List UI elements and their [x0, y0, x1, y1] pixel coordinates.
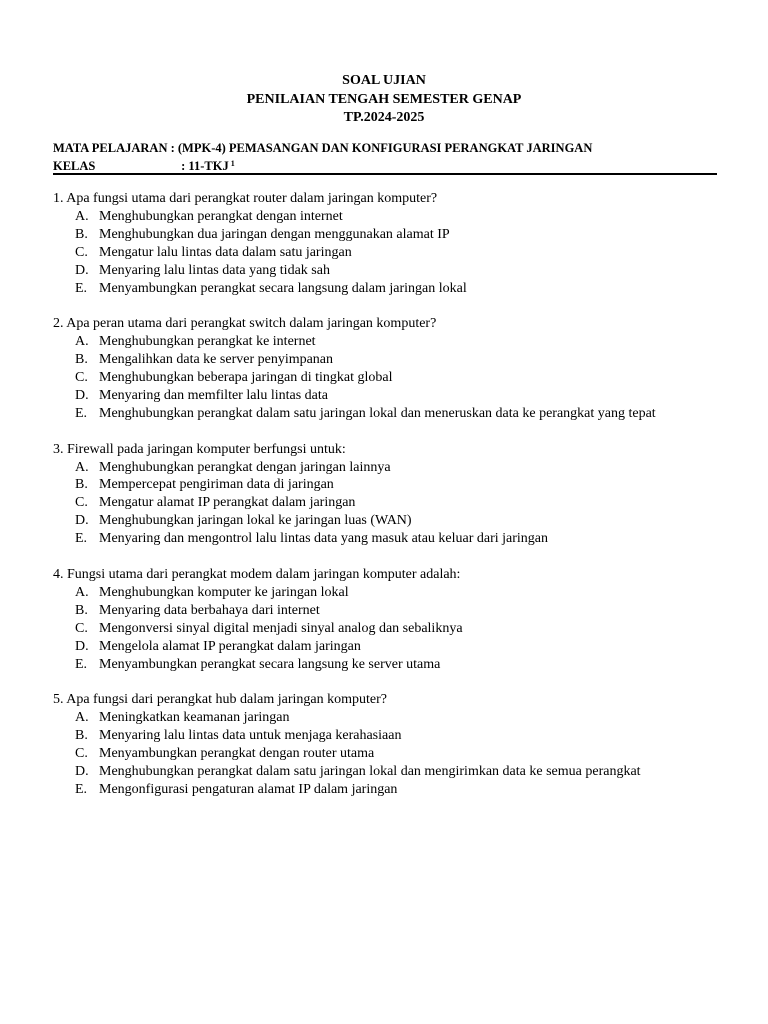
- answer-option: [53, 405, 733, 423]
- option-letter: B.: [75, 728, 88, 744]
- option-letter: C.: [75, 746, 88, 762]
- class-label: KELAS: [53, 159, 96, 173]
- header-title: SOAL UJIAN: [342, 73, 426, 88]
- option-text: Mengonversi sinyal digital menjadi sinyal analog dan sebaliknya: [99, 620, 463, 636]
- option-text: Menghubungkan beberapa jaringan di tingkat global: [99, 370, 393, 386]
- option-letter: A.: [75, 208, 89, 224]
- option-text: Mengalihkan data ke server penyimpanan: [99, 352, 334, 368]
- subject-label: MATA PELAJARAN :: [53, 141, 175, 155]
- option-text: Meningkatkan keamanan jaringan: [99, 710, 290, 726]
- option-letter: A.: [75, 584, 89, 600]
- answer-option: [53, 244, 733, 262]
- answer-option: [53, 745, 733, 763]
- option-text: Menghubungkan dua jaringan dengan menggunakan alamat IP: [99, 226, 450, 242]
- option-letter: C.: [75, 495, 88, 511]
- option-letter: B.: [75, 602, 88, 618]
- option-letter: D.: [75, 387, 89, 403]
- option-text: Menyambungkan perangkat dengan router utama: [99, 746, 375, 762]
- option-text: Menghubungkan komputer ke jaringan lokal: [99, 584, 349, 600]
- question-text: 2. Apa peran utama dari perangkat switch dalam jaringan komputer?: [53, 316, 437, 332]
- answer-option: [53, 387, 733, 405]
- answer-option: [53, 369, 733, 387]
- option-text: Menyambungkan perangkat secara langsung dalam jaringan lokal: [99, 280, 467, 296]
- option-letter: E.: [75, 656, 88, 672]
- question: [53, 566, 733, 673]
- option-letter: A.: [75, 459, 89, 475]
- answer-option: [53, 727, 733, 745]
- answer-option: [53, 262, 733, 280]
- exam-meta: [53, 140, 717, 174]
- option-letter: D.: [75, 638, 89, 654]
- header-divider: [53, 173, 717, 175]
- option-letter: D.: [75, 513, 89, 529]
- option-letter: B.: [75, 352, 88, 368]
- subject-value: (MPK-4) PEMASANGAN DAN KONFIGURASI PERANGKAT JARINGAN: [177, 141, 593, 155]
- option-letter: E.: [75, 280, 88, 296]
- document-header: [0, 72, 768, 128]
- class-footnote-marker: 1: [230, 159, 235, 168]
- header-academic-year: TP.2024-2025: [343, 110, 425, 125]
- option-text: Menyaring lalu lintas data yang tidak sah: [99, 262, 330, 278]
- answer-option: [53, 280, 733, 298]
- option-text: Menyaring data berbahaya dari internet: [99, 602, 320, 618]
- answer-option: [53, 351, 733, 369]
- option-letter: E.: [75, 405, 88, 421]
- question: [53, 315, 733, 422]
- option-text: Mengatur lalu lintas data dalam satu jaringan: [99, 244, 352, 260]
- option-text: Menghubungkan jaringan lokal ke jaringan luas (WAN): [99, 513, 412, 529]
- answer-option: [53, 459, 733, 477]
- answer-option: [53, 709, 733, 727]
- question: [53, 441, 733, 548]
- option-letter: A.: [75, 334, 89, 350]
- class-value: : 11-TKJ: [181, 159, 229, 173]
- question: [53, 190, 733, 297]
- option-text: Menyaring dan mengontrol lalu lintas data yang masuk atau keluar dari jaringan: [99, 531, 549, 547]
- option-letter: C.: [75, 244, 88, 260]
- option-letter: A.: [75, 710, 89, 726]
- question-list: [53, 190, 733, 817]
- option-letter: B.: [75, 477, 88, 493]
- answer-option: [53, 584, 733, 602]
- option-text: Menghubungkan perangkat dalam satu jaringan lokal dan meneruskan data ke perangkat yang tepat: [99, 405, 656, 421]
- option-text: Mengatur alamat IP perangkat dalam jaringan: [99, 495, 356, 511]
- option-text: Menghubungkan perangkat dalam satu jaringan lokal dan mengirimkan data ke semua perangkat: [99, 763, 641, 779]
- option-letter: C.: [75, 620, 88, 636]
- question-text: 4. Fungsi utama dari perangkat modem dalam jaringan komputer adalah:: [53, 566, 461, 582]
- question-text: 3. Firewall pada jaringan komputer berfungsi untuk:: [53, 441, 346, 457]
- class-row: [53, 156, 717, 174]
- answer-option: [53, 638, 733, 656]
- answer-option: [53, 333, 733, 351]
- option-text: Menyaring dan memfilter lalu lintas data: [99, 387, 328, 403]
- answer-option: [53, 781, 733, 799]
- question-text: 1. Apa fungsi utama dari perangkat router dalam jaringan komputer?: [53, 191, 438, 206]
- question-text: 5. Apa fungsi dari perangkat hub dalam jaringan komputer?: [53, 692, 387, 708]
- answer-option: [53, 512, 733, 530]
- answer-option: [53, 494, 733, 512]
- header-subtitle: PENILAIAN TENGAH SEMESTER GENAP: [246, 91, 522, 107]
- question: [53, 691, 733, 798]
- option-text: Menghubungkan perangkat ke internet: [99, 334, 316, 350]
- option-letter: B.: [75, 226, 88, 242]
- subject-row: [53, 140, 717, 156]
- answer-option: [53, 763, 733, 781]
- answer-option: [53, 602, 733, 620]
- option-letter: D.: [75, 763, 89, 779]
- option-letter: C.: [75, 370, 88, 386]
- option-text: Mempercepat pengiriman data di jaringan: [99, 477, 334, 493]
- option-text: Menghubungkan perangkat dengan jaringan lainnya: [99, 459, 391, 475]
- answer-option: [53, 208, 733, 226]
- answer-option: [53, 620, 733, 638]
- option-letter: E.: [75, 531, 88, 547]
- option-letter: E.: [75, 781, 88, 797]
- answer-option: [53, 226, 733, 244]
- answer-option: [53, 476, 733, 494]
- option-text: Menyambungkan perangkat secara langsung ke server utama: [99, 656, 441, 672]
- answer-option: [53, 530, 733, 548]
- answer-option: [53, 656, 733, 674]
- option-text: Menyaring lalu lintas data untuk menjaga kerahasiaan: [99, 728, 402, 744]
- option-letter: D.: [75, 262, 89, 278]
- option-text: Mengelola alamat IP perangkat dalam jaringan: [99, 638, 361, 654]
- option-text: Mengonfigurasi pengaturan alamat IP dalam jaringan: [99, 781, 398, 797]
- option-text: Menghubungkan perangkat dengan internet: [99, 208, 343, 224]
